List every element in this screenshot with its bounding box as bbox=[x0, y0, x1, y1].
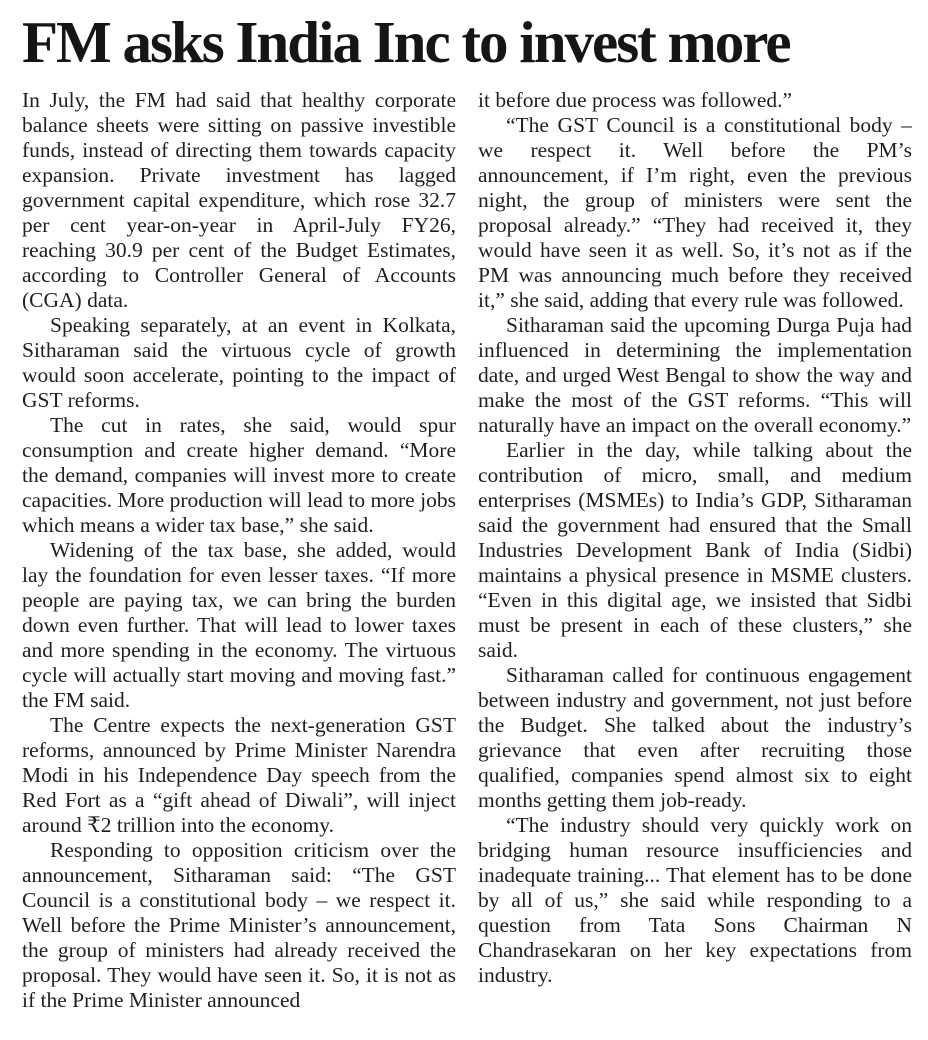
article-paragraph: Responding to opposition criticism over the announcement, Sitharaman said: “The GST Council is a constitutional body – we respect it. Well before the Prime Minister’s announcement, the group of ministers had already received the proposal. They would have seen it. So, it is not as if the Prime Minister announced bbox=[22, 837, 456, 1012]
article-paragraph: “The industry should very quickly work on bridging human resource insufficiencies and inadequate training... That element has to be done by all of us,” she said while responding to a question from Tata Sons Chairman N Chandrasekaran on her key expectations from industry. bbox=[478, 812, 912, 987]
article-headline: FM asks India Inc to invest more bbox=[22, 9, 790, 75]
article-paragraph: The Centre expects the next-generation GST reforms, announced by Prime Minister Narendra Modi in his Independence Day speech from the Red Fort as a “gift ahead of Diwali”, will inject around ₹2 trillion into the economy. bbox=[22, 712, 456, 837]
article-paragraph: The cut in rates, she said, would spur consumption and create higher demand. “More the demand, companies will invest more to create capacities. More production will lead to more jobs which means a wider tax base,” she said. bbox=[22, 412, 456, 537]
article-column-left bbox=[22, 88, 456, 1030]
article-paragraph: “The GST Council is a constitutional body – we respect it. Well before the PM’s announcement, if I’m right, even the previous night, the group of ministers were sent the proposal already.” “They had received it, they would have seen it as well. So, it’s not as if the PM was announcing much before they received it,” she said, adding that every rule was followed. bbox=[478, 112, 912, 312]
article-paragraph: In July, the FM had said that healthy corporate balance sheets were sitting on passive investible funds, instead of directing them towards capacity expansion. Private investment has lagged government capital expenditure, which rose 32.7 per cent year-on-year in April-July FY26, reaching 30.9 per cent of the Budget Estimates, according to Controller General of Accounts (CGA) data. bbox=[22, 87, 456, 312]
article-body bbox=[22, 88, 912, 1030]
article-paragraph: Sitharaman called for continuous engagement between industry and government, not just before the Budget. She talked about the industry’s grievance that even after recruiting those qualified, companies spend almost six to eight months getting them job-ready. bbox=[478, 662, 912, 812]
article-column-right bbox=[478, 88, 912, 1030]
article-paragraph: Earlier in the day, while talking about the contribution of micro, small, and medium enterprises (MSMEs) to India’s GDP, Sitharaman said the government had ensured that the Small Industries Development Bank of India (Sidbi) maintains a physical presence in MSME clusters. “Even in this digital age, we insisted that Sidbi must be present in each of these clusters,” she said. bbox=[478, 437, 912, 662]
article-paragraph: it before due process was followed.” bbox=[478, 87, 793, 112]
article-paragraph: Sitharaman said the upcoming Durga Puja had influenced in determining the implementation date, and urged West Bengal to show the way and make the most of the GST reforms. “This will naturally have an impact on the overall economy.” bbox=[478, 312, 912, 437]
article-paragraph: Speaking separately, at an event in Kolkata, Sitharaman said the virtuous cycle of growth would soon accelerate, pointing to the impact of GST reforms. bbox=[22, 312, 456, 412]
article-paragraph: Widening of the tax base, she added, would lay the foundation for even lesser taxes. “If more people are paying tax, we can bring the burden down even further. That will lead to lower taxes and more spending in the economy. The virtuous cycle will actually start moving and moving fast.” the FM said. bbox=[22, 537, 456, 712]
